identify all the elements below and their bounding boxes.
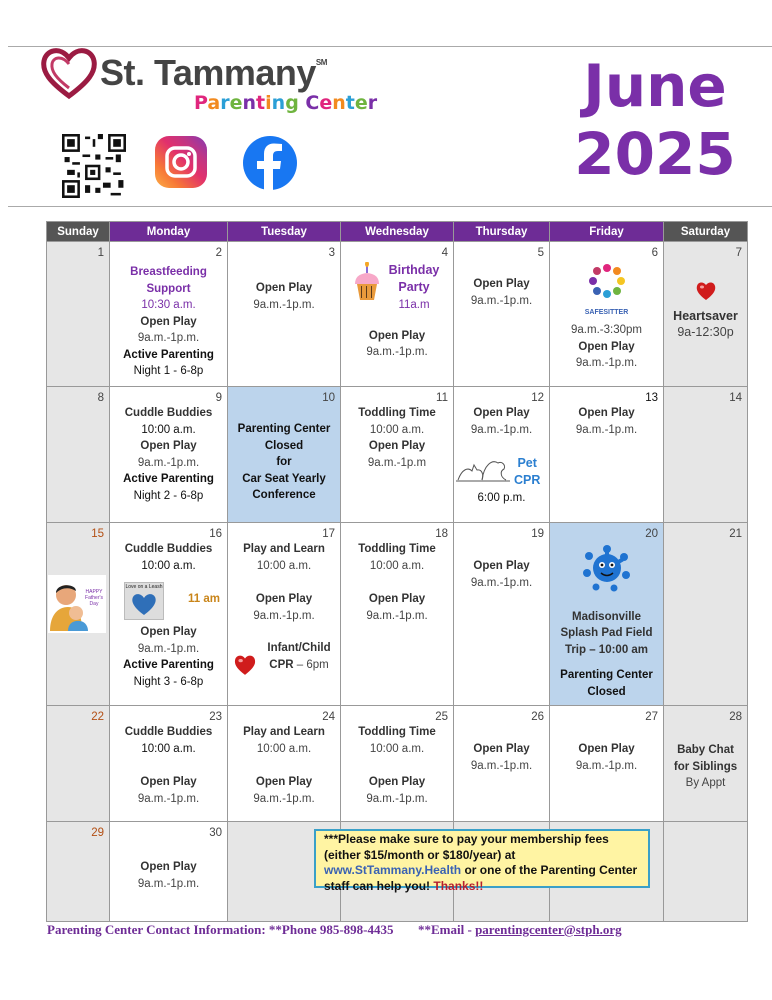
heart-icon [695,280,717,302]
event-time: 9a.m.-1p.m. [366,792,428,805]
event-title: Open Play [140,626,197,638]
day-cell [454,387,550,523]
safesitter-label: SAFESITTER [584,308,629,316]
event-time: 9a.m.-3:30pm [571,324,642,336]
event-title: Play and Learn [243,543,325,555]
event-title: Cuddle Buddies [124,726,213,738]
day-cell [664,523,748,706]
event-time: 10:00 a.m. [256,559,312,572]
event-title: Open Play [255,776,313,788]
event-title: Open Play [140,776,197,788]
weekday-header: Saturday [664,222,748,242]
event-title: Parenting Center [560,669,653,681]
event-time: 9a.m.-1p.m. [575,423,638,436]
event-time: 9a.m.-1p.m. [253,792,315,805]
event-time: 6:00 p.m. [477,492,526,504]
day-number: 11 [436,392,448,404]
event-time: 9a.m.-1p.m. [137,792,200,805]
event-title: Open Play [473,743,530,755]
event-time: 10:00 a.m. [369,423,425,436]
event-title: Open Play [473,560,530,572]
event-title: Open Play [255,282,313,294]
day-cell [664,242,748,387]
cat-dog-icon [456,455,510,483]
event-time: 10:00 a.m. [141,423,196,436]
day-cell [47,387,110,523]
event-title: Open Play [578,743,635,755]
day-cell [228,523,341,706]
day-number: 7 [735,247,742,259]
day-number: 5 [537,247,544,259]
instagram-icon[interactable] [155,136,207,188]
event-title: for [276,456,292,468]
contact-footer [47,922,622,938]
day-number: 2 [215,247,222,259]
event-time: 10:00 a.m. [141,742,196,755]
event-title: Splash Pad Field [560,627,653,639]
header-rule [8,206,772,207]
heart-icon [233,653,257,677]
event-time: Trip – 10:00 am [564,643,649,656]
day-cell [341,387,454,523]
fathers-day-card [48,575,106,633]
event-title: Active Parenting [123,473,214,485]
event-title: Cuddle Buddies [124,543,213,555]
day-number: 24 [322,711,335,723]
safesitter-icon [581,262,633,302]
event-time: 9a.m.-1p.m. [137,877,200,890]
event-title: Infant/Child [267,642,331,654]
day-number: 4 [441,247,448,259]
day-number: 28 [729,711,742,723]
event-title: Parenting Center [237,423,331,435]
weekday-header: Friday [550,222,664,242]
event-time: 9a.m.-1p.m [367,456,427,469]
event-time: 9a.m.-1p.m. [137,332,200,344]
day-cell [664,387,748,523]
day-number: 21 [729,528,742,540]
day-cell [228,242,341,387]
event-title: Active Parenting [123,659,214,671]
event-time: 9a.m.-1p.m. [366,609,428,622]
day-number: 25 [435,711,448,723]
fathers-day-label: Day [89,601,99,607]
event-title: Open Play [140,315,197,328]
month-title: June [583,52,727,120]
event-title: CPR [514,472,541,487]
membership-notice [314,829,650,893]
weekday-header: Monday [110,222,228,242]
day-cell [341,706,454,822]
event-title: Open Play [473,278,530,290]
contact-email-link[interactable]: parentingcenter@stph.org [475,922,622,937]
day-number: 13 [645,392,658,404]
day-cell [47,242,110,387]
event-title: CPR [269,658,294,671]
weekday-header: Thursday [454,222,550,242]
calendar-grid [46,221,748,922]
love-on-a-leash-logo [124,582,164,620]
fathers-day-label: Father's [85,595,103,601]
top-rule [8,46,772,47]
event-time: 9a.m.-1p.m. [253,609,315,622]
day-cell [110,706,228,822]
week-row [47,387,748,523]
brand-subtitle: Parenting Center [194,92,378,114]
event-title: Party [398,279,430,294]
day-cell [550,523,664,706]
splash-icon [580,543,634,593]
brand-name: St. Tammany℠ [100,52,327,93]
qr-code-icon[interactable] [62,134,126,198]
day-cell [454,706,550,822]
week-row [47,242,748,387]
weekday-header-row [47,222,748,242]
event-title: Breastfeeding [130,266,207,278]
weekday-header: Wednesday [341,222,454,242]
event-time: 9a-12:30p [677,325,734,339]
event-title: Birthday [388,263,440,277]
event-title: Active Parenting [123,348,214,361]
event-time: 9a.m.-1p.m. [137,642,200,655]
day-cell [110,822,228,922]
notice-text: or one of the Parenting Center staff can help you! [324,863,638,893]
fathers-day-label: HAPPY [85,589,103,595]
event-title: Open Play [578,407,635,419]
day-number: 9 [215,392,222,404]
day-number: 23 [209,711,222,723]
day-cell [228,706,341,822]
event-title: Open Play [140,440,197,452]
event-time: 9a.m.-1p.m. [470,294,533,307]
day-cell [110,387,228,523]
event-title: Madisonville [571,610,642,623]
day-number: 19 [531,528,544,540]
day-cell [454,242,550,387]
week-row [47,523,748,706]
day-number: 15 [91,528,104,540]
facebook-icon[interactable] [243,136,297,190]
event-title: Play and Learn [243,726,325,738]
event-title: Open Play [368,329,426,342]
day-number: 6 [651,247,658,259]
st-tammany-logo [40,44,378,114]
event-time: 10:00 a.m. [369,742,425,755]
event-title: Toddling Time [358,726,436,738]
event-time: 10:00 a.m. [369,559,425,572]
day-cell [550,242,664,387]
event-title: Open Play [255,593,313,605]
event-time: 10:00 a.m. [256,742,312,755]
day-number: 12 [531,392,544,404]
event-title: Open Play [578,340,635,353]
event-title: for Siblings [673,760,738,773]
day-cell [341,523,454,706]
day-number: 22 [91,711,104,723]
event-title: Pet [517,456,537,470]
event-title: Baby Chat [677,744,734,756]
day-number: 10 [322,392,335,404]
heart-logo-icon [40,44,98,102]
notice-thanks: Thanks!! [433,878,484,893]
event-time: 9a.m.-1p.m. [470,423,533,436]
day-number: 17 [322,528,335,540]
event-time: 9a.m.-1p.m. [366,346,428,358]
event-title: Conference [252,489,316,501]
weekday-header: Sunday [47,222,110,242]
event-title: Cuddle Buddies [124,407,213,419]
weekday-header: Tuesday [228,222,341,242]
day-number: 8 [97,392,104,404]
day-cell [550,387,664,523]
event-title: Open Play [368,440,426,452]
event-title: Open Play [473,407,530,419]
event-title: Support [146,282,191,295]
event-note: By Appt [685,777,726,789]
event-time: 9a.m.-1p.m. [575,357,638,369]
event-time: 11 am [188,593,220,605]
week-row [47,706,748,822]
event-title: Open Play [368,776,426,788]
event-title: Open Play [368,593,426,605]
safesitter-logo [581,262,633,316]
year-title: 2025 [574,120,736,188]
event-time: 10:00 a.m. [141,559,196,572]
day-number: 1 [97,247,104,259]
event-title: Toddling Time [358,407,436,419]
day-cell [228,387,341,523]
day-cell [454,523,550,706]
day-cell [110,242,228,387]
event-time: 9a.m.-1p.m. [575,759,638,772]
event-time: 9a.m.-1p.m. [470,576,533,589]
event-time: 9a.m.-1p.m. [253,298,315,311]
event-title: Open Play [140,861,197,873]
day-cell [664,822,748,922]
day-cell [47,706,110,822]
event-time: – 6pm [293,658,329,671]
event-time: Night 3 - 6-8p [133,675,204,688]
day-cell [47,523,110,706]
cupcake-icon [352,262,382,304]
month-year-title [560,52,750,188]
day-number: 3 [328,247,335,259]
event-title: Toddling Time [358,543,436,555]
day-number: 29 [91,827,104,839]
event-title: Closed [587,685,626,698]
day-cell [550,706,664,822]
event-title: Closed [264,439,304,452]
event-time: 9a.m.-1p.m. [137,456,200,469]
day-number: 20 [645,528,658,540]
day-cell [341,242,454,387]
day-number: 27 [645,711,658,723]
contact-phone: Parenting Center Contact Information: **Phone 985-898-4435 [47,922,394,937]
event-time: Night 2 - 6-8p [133,489,204,502]
event-time: 11a.m [398,299,430,311]
day-cell [664,706,748,822]
contact-email-label: **Email - [418,922,476,937]
day-number: 26 [531,711,544,723]
day-cell [47,822,110,922]
event-title: Car Seat Yearly [242,472,326,485]
day-number: 16 [209,528,222,540]
event-time: 10:30 a.m. [141,299,196,311]
day-cell [110,523,228,706]
day-number: 14 [729,392,742,404]
day-number: 30 [209,827,222,839]
event-time: 9a.m.-1p.m. [470,759,533,772]
day-number: 18 [435,528,448,540]
love-on-a-leash-label: Love on a Leash [125,584,163,590]
website-link[interactable]: www.StTammany.Health [324,863,462,877]
notice-text: ***Please make sure to pay your membership fees (either $15/month or $180/year) at [324,832,609,862]
event-title: Heartsaver [673,308,738,323]
event-time: Night 1 - 6-8p [133,365,204,377]
